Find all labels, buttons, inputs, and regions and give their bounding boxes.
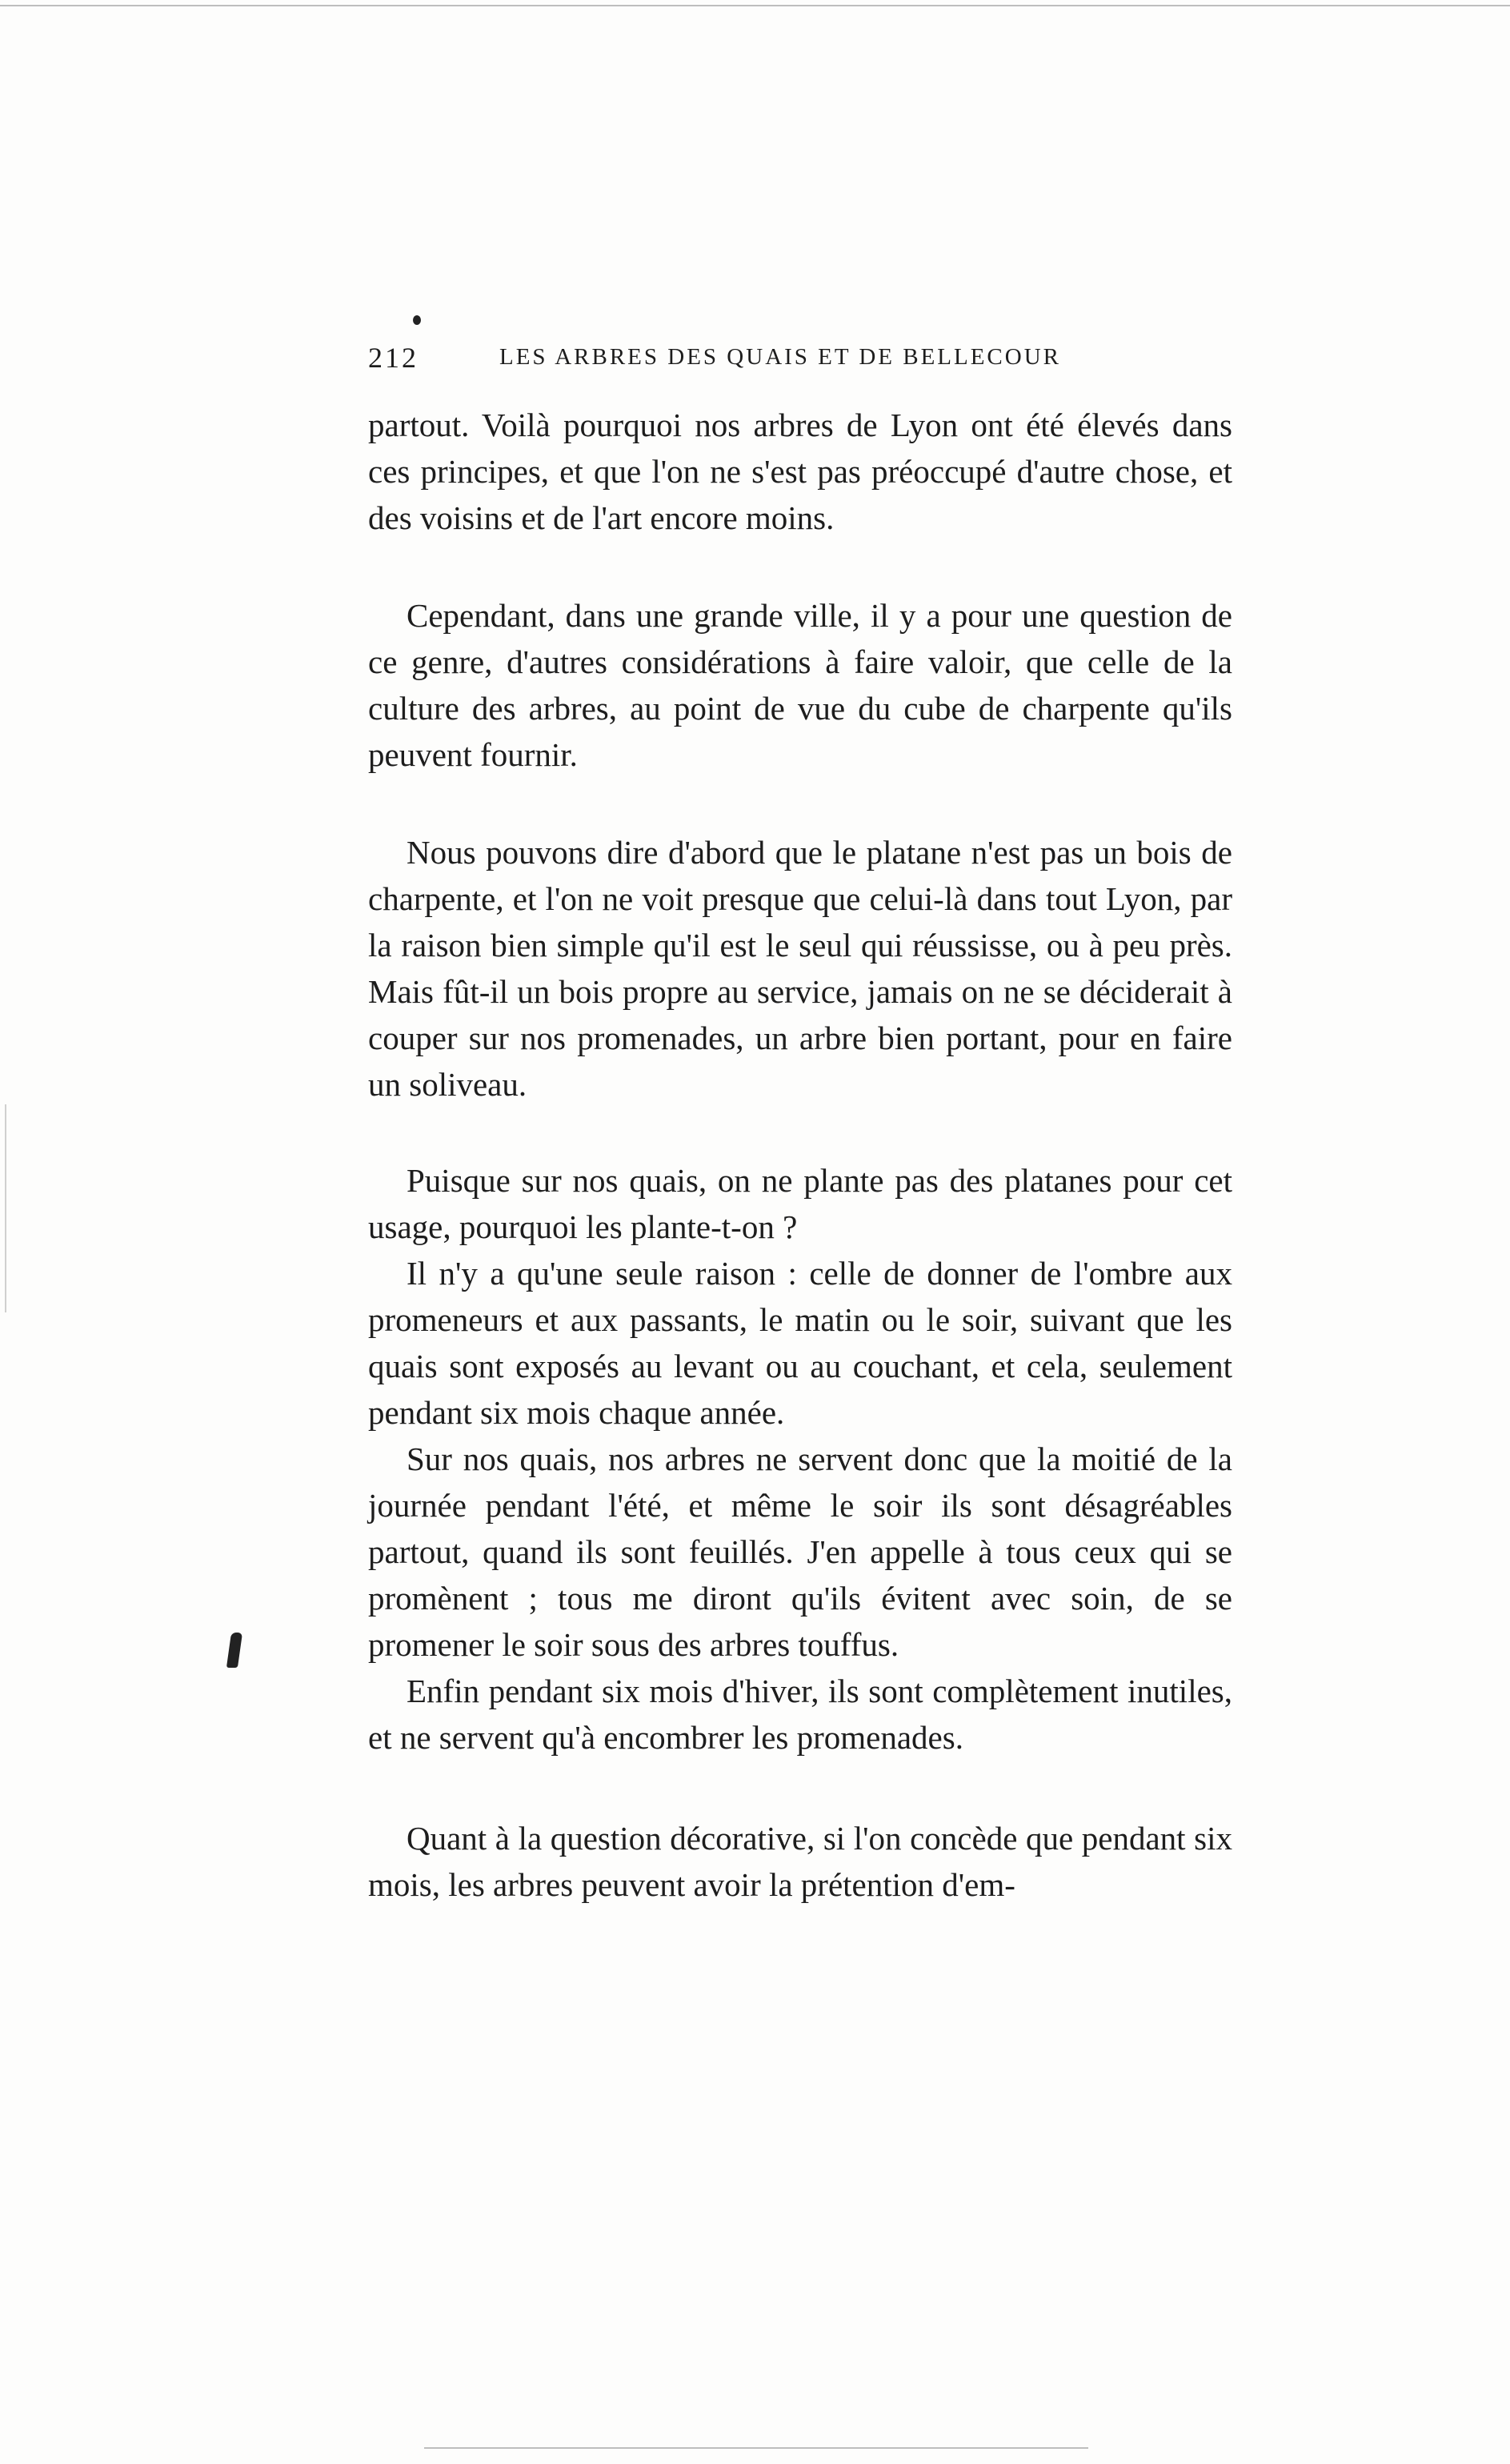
- page-number: 212: [368, 342, 419, 374]
- paragraph-text: Quant à la question décorative, si l'on concède que pendant six mois, les arbres peuvent avoir la prétention d'em-: [368, 1820, 1232, 1903]
- running-head: [368, 341, 1240, 381]
- paragraph-4: [368, 1157, 1232, 1761]
- ink-speck: [413, 315, 421, 325]
- chapter-title: LES ARBRES DES QUAIS ET DE BELLECOUR: [499, 344, 1062, 370]
- paragraph-text: Sur nos quais, nos arbres ne servent donc que la moitié de la journée pendant l'été, et même le soir ils sont désagréables partout, quand ils sont feuillés. J'en appelle à tous ceux qui se promènent ; tous me diront qu'ils évitent avec soin, de se promener le soir sous des arbres touffus.: [368, 1440, 1232, 1663]
- paragraph-3: [368, 829, 1232, 1108]
- paragraph-text: Puisque sur nos quais, on ne plante pas des platanes pour cet usage, pourquoi les plante-t-on ?: [368, 1162, 1232, 1245]
- paragraph-2: [368, 592, 1232, 778]
- ink-smudge: [226, 1633, 242, 1668]
- paragraph-text: partout. Voilà pourquoi nos arbres de Lyon ont été élevés dans ces principes, et que l'on ne s'est pas préoccupé d'autre chose, et des voisins et de l'art encore moins.: [368, 407, 1232, 536]
- paragraph-1: [368, 402, 1232, 541]
- paragraph-text: Enfin pendant six mois d'hiver, ils sont complètement inutiles, et ne servent qu'à encombrer les promenades.: [368, 1673, 1232, 1756]
- scan-border-bottom: [424, 2447, 1088, 2449]
- paragraph-5: [368, 1815, 1232, 1908]
- paragraph-text: Il n'y a qu'une seule raison : celle de donner de l'ombre aux promeneurs et aux passants, le matin ou le soir, suivant que les quais sont exposés au levant ou au couchant, et cela, seulement pendant six mois chaque année.: [368, 1255, 1232, 1431]
- scan-edge-left: [5, 1104, 6, 1312]
- scan-border-top: [0, 5, 1510, 6]
- paragraph-text: Nous pouvons dire d'abord que le platane n'est pas un bois de charpente, et l'on ne voit presque que celui-là dans tout Lyon, par la raison bien simple qu'il est le seul qui réussisse, ou à peu près. Mais fût-il un bois propre au service, jamais on ne se déciderait à couper sur nos promenades, un arbre bien portant, pour en faire un soliveau.: [368, 834, 1232, 1103]
- paragraph-text: Cependant, dans une grande ville, il y a pour une question de ce genre, d'autres considérations à faire valoir, que celle de la culture des arbres, au point de vue du cube de charpente qu'ils peuvent fournir.: [368, 597, 1232, 773]
